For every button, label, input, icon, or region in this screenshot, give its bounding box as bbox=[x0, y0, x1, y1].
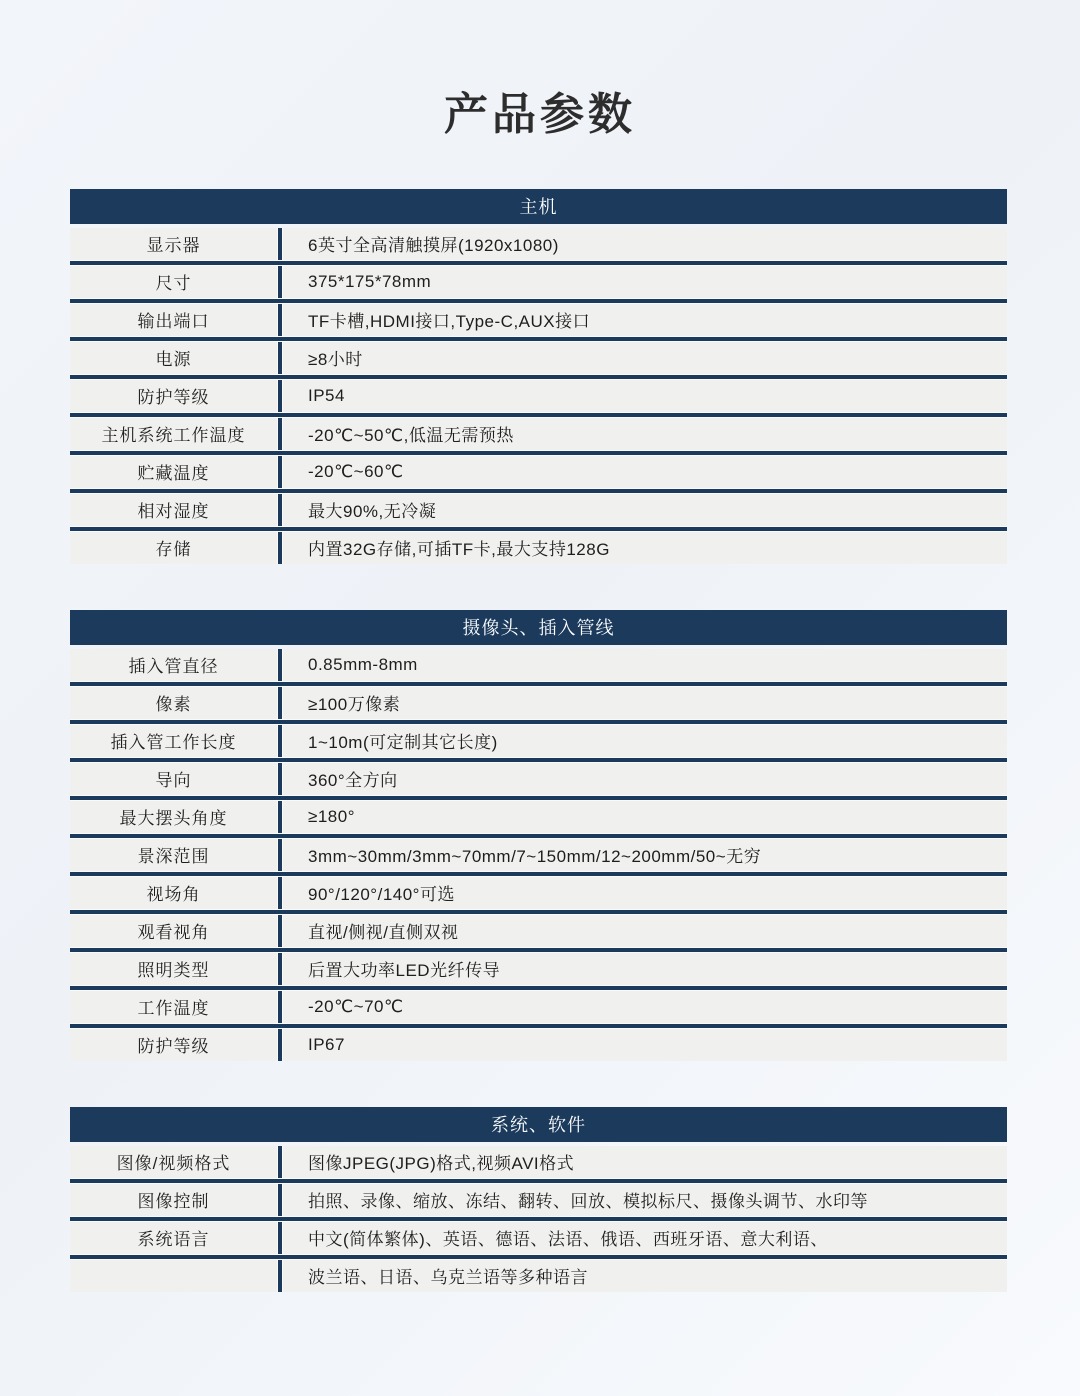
spec-value: 1~10m(可定制其它长度) bbox=[283, 725, 1007, 757]
table-row bbox=[70, 418, 1007, 450]
table-row bbox=[70, 763, 1007, 795]
spec-value: IP54 bbox=[283, 380, 1007, 412]
table-row bbox=[70, 1184, 1007, 1216]
table-software-body bbox=[70, 1146, 1007, 1292]
table-row bbox=[70, 304, 1007, 336]
spec-label: 观看视角 bbox=[70, 915, 277, 947]
table-row bbox=[70, 494, 1007, 526]
table-camera-header: 摄像头、插入管线 bbox=[70, 610, 1007, 645]
spec-label: 防护等级 bbox=[70, 1029, 277, 1061]
spec-label: 景深范围 bbox=[70, 839, 277, 871]
spec-label: 照明类型 bbox=[70, 953, 277, 985]
table-row bbox=[70, 1146, 1007, 1178]
spec-label: 尺寸 bbox=[70, 266, 277, 298]
spec-value: 360°全方向 bbox=[283, 763, 1007, 795]
table-row bbox=[70, 266, 1007, 298]
table-camera-body bbox=[70, 649, 1007, 1061]
table-software-header: 系统、软件 bbox=[70, 1107, 1007, 1142]
spec-value: 后置大功率LED光纤传导 bbox=[283, 953, 1007, 985]
table-row bbox=[70, 1222, 1007, 1254]
table-row bbox=[70, 1260, 1007, 1292]
spec-value: 内置32G存储,可插TF卡,最大支持128G bbox=[283, 532, 1007, 564]
spec-value: 最大90%,无冷凝 bbox=[283, 494, 1007, 526]
table-row bbox=[70, 380, 1007, 412]
spec-label: 工作温度 bbox=[70, 991, 277, 1023]
spec-label: 插入管直径 bbox=[70, 649, 277, 681]
table-row bbox=[70, 801, 1007, 833]
spec-label: 像素 bbox=[70, 687, 277, 719]
spec-label: 相对湿度 bbox=[70, 494, 277, 526]
spec-label: 视场角 bbox=[70, 877, 277, 909]
table-camera bbox=[70, 610, 1007, 1061]
table-row bbox=[70, 342, 1007, 374]
spec-label: 最大摆头角度 bbox=[70, 801, 277, 833]
spec-value: 375*175*78mm bbox=[283, 266, 1007, 298]
spec-value: 中文(简体繁体)、英语、德语、法语、俄语、西班牙语、意大利语、 bbox=[283, 1222, 1007, 1254]
spec-value: 6英寸全高清触摸屏(1920x1080) bbox=[283, 228, 1007, 260]
table-host-header: 主机 bbox=[70, 189, 1007, 224]
spec-label: 输出端口 bbox=[70, 304, 277, 336]
table-row bbox=[70, 915, 1007, 947]
table-row bbox=[70, 228, 1007, 260]
table-row bbox=[70, 725, 1007, 757]
table-row bbox=[70, 1029, 1007, 1061]
spec-value: ≥180° bbox=[283, 801, 1007, 833]
spec-value: IP67 bbox=[283, 1029, 1007, 1061]
spec-label: 主机系统工作温度 bbox=[70, 418, 277, 450]
table-row bbox=[70, 839, 1007, 871]
spec-value: 90°/120°/140°可选 bbox=[283, 877, 1007, 909]
spec-value: TF卡槽,HDMI接口,Type-C,AUX接口 bbox=[283, 304, 1007, 336]
spec-value: 拍照、录像、缩放、冻结、翻转、回放、模拟标尺、摄像头调节、水印等 bbox=[283, 1184, 1007, 1216]
table-row bbox=[70, 456, 1007, 488]
table-host-body bbox=[70, 228, 1007, 564]
spec-label: 插入管工作长度 bbox=[70, 725, 277, 757]
table-row bbox=[70, 687, 1007, 719]
spec-label: 显示器 bbox=[70, 228, 277, 260]
spec-label: 电源 bbox=[70, 342, 277, 374]
spec-label: 图像/视频格式 bbox=[70, 1146, 277, 1178]
page-title: 产品参数 bbox=[444, 90, 636, 139]
table-row bbox=[70, 991, 1007, 1023]
spec-label: 图像控制 bbox=[70, 1184, 277, 1216]
spec-value: ≥100万像素 bbox=[283, 687, 1007, 719]
spec-value: 3mm~30mm/3mm~70mm/7~150mm/12~200mm/50~无穷 bbox=[283, 839, 1007, 871]
spec-label: 贮藏温度 bbox=[70, 456, 277, 488]
spec-label: 存储 bbox=[70, 532, 277, 564]
spec-value: 波兰语、日语、乌克兰语等多种语言 bbox=[283, 1260, 1007, 1292]
table-row bbox=[70, 649, 1007, 681]
table-row bbox=[70, 877, 1007, 909]
spec-value: -20℃~50℃,低温无需预热 bbox=[283, 418, 1007, 450]
table-row bbox=[70, 532, 1007, 564]
table-row bbox=[70, 953, 1007, 985]
spec-value: ≥8小时 bbox=[283, 342, 1007, 374]
spec-label: 导向 bbox=[70, 763, 277, 795]
spec-label bbox=[70, 1260, 277, 1292]
spec-value: 0.85mm-8mm bbox=[283, 649, 1007, 681]
spec-label: 防护等级 bbox=[70, 380, 277, 412]
spec-value: -20℃~70℃ bbox=[283, 991, 1007, 1023]
spec-label: 系统语言 bbox=[70, 1222, 277, 1254]
spec-value: 图像JPEG(JPG)格式,视频AVI格式 bbox=[283, 1146, 1007, 1178]
spec-value: 直视/侧视/直侧双视 bbox=[283, 915, 1007, 947]
spec-value: -20℃~60℃ bbox=[283, 456, 1007, 488]
table-software bbox=[70, 1107, 1007, 1292]
table-host bbox=[70, 189, 1007, 564]
